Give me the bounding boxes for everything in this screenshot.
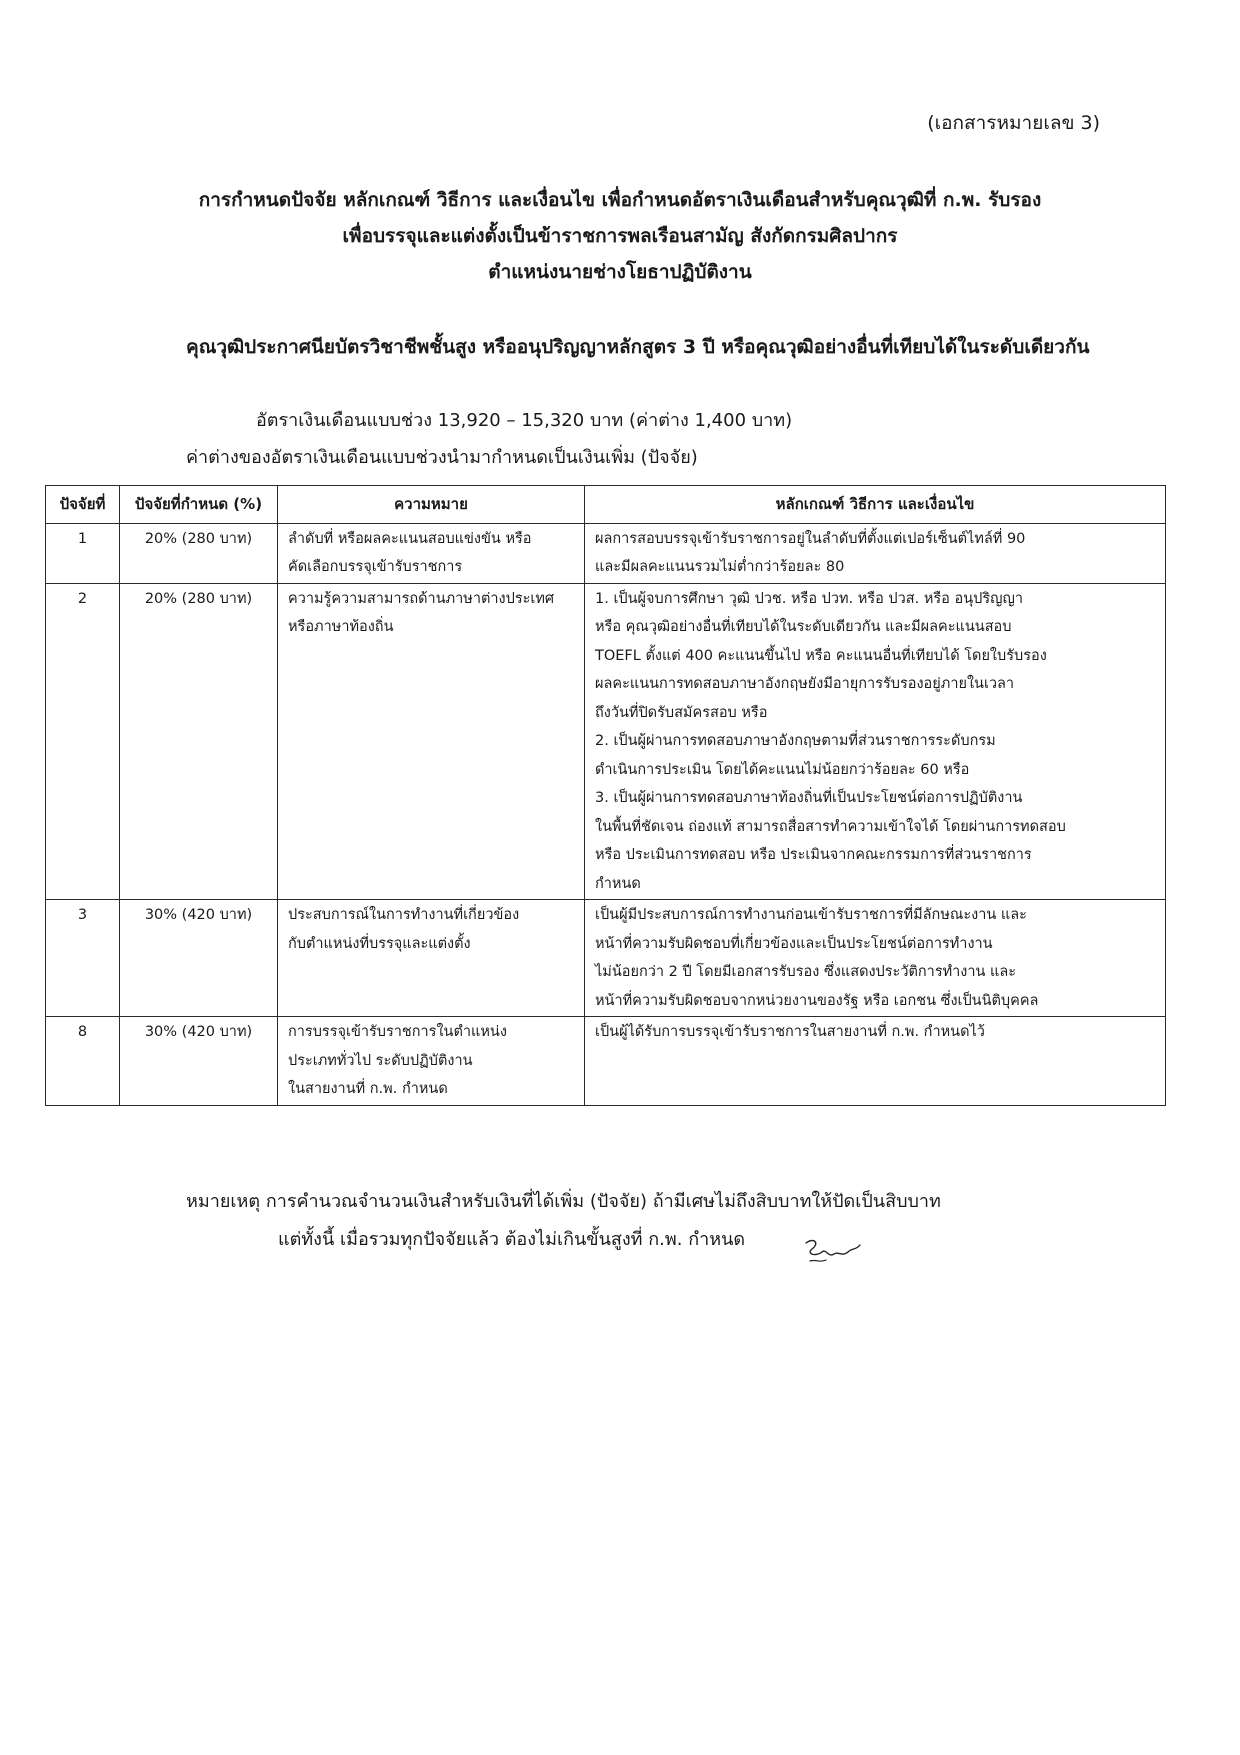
- criteria-line: ไม่น้อยกว่า 2 ปี โดยมีเอกสารรับรอง ซึ่งแสดงประวัติการทำงาน และ: [595, 964, 1017, 980]
- criteria-line: 1. เป็นผู้จบการศึกษา วุฒิ ปวช. หรือ ปวท. หรือ ปวส. หรือ อนุปริญญา: [595, 590, 1023, 607]
- meaning-line: คัดเลือกบรรจุเข้ารับราชการ: [288, 559, 463, 575]
- criteria-line: หน้าที่ความรับผิดชอบที่เกี่ยวข้องและเป็นประโยชน์ต่อการทำงาน: [595, 935, 993, 952]
- meaning-line: ลำดับที่ หรือผลคะแนนสอบแข่งขัน หรือ: [288, 530, 532, 547]
- factor-meaning: [278, 583, 585, 900]
- factor-meaning: [278, 1017, 585, 1106]
- factor-meaning: [278, 900, 585, 1017]
- signature-mark: [798, 1233, 868, 1273]
- table-row: [46, 523, 1166, 583]
- meaning-line: หรือภาษาท้องถิ่น: [288, 619, 394, 635]
- meaning-line: ประสบการณ์ในการทำงานที่เกี่ยวข้อง: [288, 907, 520, 923]
- table-row: [46, 900, 1166, 1017]
- factor-no: 8: [46, 1017, 120, 1106]
- salary-range: อัตราเงินเดือนแบบช่วง 13,920 – 15,320 บาท (ค่าต่าง 1,400 บาท): [256, 410, 793, 431]
- criteria-line: หรือ ประเมินการทดสอบ หรือ ประเมินจากคณะกรรมการที่ส่วนราชการ: [595, 847, 1032, 863]
- factor-percent: 30% (420 บาท): [120, 1017, 278, 1106]
- factor-meaning: [278, 523, 585, 583]
- remark: [186, 1183, 1126, 1259]
- criteria-line: หรือ คุณวุฒิอย่างอื่นที่เทียบได้ในระดับเดียวกัน และมีผลคะแนนสอบ: [595, 619, 1012, 635]
- criteria-line: และมีผลคะแนนรวมไม่ต่ำกว่าร้อยละ 80: [595, 559, 845, 575]
- factor-no: 2: [46, 583, 120, 900]
- qualification-heading: คุณวุฒิประกาศนียบัตรวิชาชีพชั้นสูง หรืออนุปริญญาหลักสูตร 3 ปี หรือคุณวุฒิอย่างอื่นที่เทียบได้ในระดับเดียวกัน: [186, 336, 1090, 358]
- header-factor-no: ปัจจัยที่: [46, 486, 120, 524]
- criteria-line: 2. เป็นผู้ผ่านการทดสอบภาษาอังกฤษตามที่ส่วนราชการระดับกรม: [595, 733, 996, 749]
- criteria-line: TOEFL ตั้งแต่ 400 คะแนนขึ้นไป หรือ คะแนนอื่นที่เทียบได้ โดยใบรับรอง: [595, 647, 1047, 664]
- criteria-line: 3. เป็นผู้ผ่านการทดสอบภาษาท้องถิ่นที่เป็นประโยชน์ต่อการปฏิบัติงาน: [595, 790, 1023, 806]
- criteria-table: [45, 485, 1166, 1106]
- meaning-line: ความรู้ความสามารถด้านภาษาต่างประเทศ: [288, 590, 555, 607]
- factor-percent: 20% (280 บาท): [120, 583, 278, 900]
- factor-no: 1: [46, 523, 120, 583]
- criteria-line: กำหนด: [595, 875, 641, 892]
- factor-note: ค่าต่างของอัตราเงินเดือนแบบช่วงนำมากำหนดเป็นเงินเพิ่ม (ปัจจัย): [186, 447, 698, 468]
- factor-percent: 30% (420 บาท): [120, 900, 278, 1017]
- factor-no: 3: [46, 900, 120, 1017]
- document-title: [150, 182, 1090, 290]
- criteria-line: เป็นผู้มีประสบการณ์การทำงานก่อนเข้ารับราชการที่มีลักษณะงาน และ: [595, 907, 1027, 923]
- factor-criteria: [585, 583, 1166, 900]
- title-line: การกำหนดปัจจัย หลักเกณฑ์ วิธีการ และเงื่อนไข เพื่อกำหนดอัตราเงินเดือนสำหรับคุณวุฒิที่ ก.พ. รับรอง: [198, 189, 1042, 211]
- factor-criteria: [585, 900, 1166, 1017]
- table-header-row: [46, 486, 1166, 524]
- title-line: ตำแหน่งนายช่างโยธาปฏิบัติงาน: [488, 261, 752, 283]
- criteria-line: ผลคะแนนการทดสอบภาษาอังกฤษยังมีอายุการรับรองอยู่ภายในเวลา: [595, 676, 1015, 692]
- criteria-line: ในพื้นที่ชัดเจน ถ่องแท้ สามารถสื่อสารทำความเข้าใจได้ โดยผ่านการทดสอบ: [595, 818, 1066, 835]
- criteria-line: ถึงวันที่ปิดรับสมัครสอบ หรือ: [595, 704, 768, 721]
- table-row: [46, 1017, 1166, 1106]
- remark-line: หมายเหตุ การคำนวณจำนวนเงินสำหรับเงินที่ได้เพิ่ม (ปัจจัย) ถ้ามีเศษไม่ถึงสิบบาทให้ปัดเป็นสิบบาท: [186, 1191, 941, 1212]
- meaning-line: ประเภททั่วไป ระดับปฏิบัติงาน: [288, 1052, 473, 1069]
- title-line: เพื่อบรรจุและแต่งตั้งเป็นข้าราชการพลเรือนสามัญ สังกัดกรมศิลปากร: [342, 225, 898, 247]
- criteria-line: ดำเนินการประเมิน โดยได้คะแนนไม่น้อยกว่าร้อยละ 60 หรือ: [595, 761, 970, 778]
- meaning-line: กับตำแหน่งที่บรรจุและแต่งตั้ง: [288, 935, 471, 952]
- header-factor-percent: ปัจจัยที่กำหนด (%): [120, 486, 278, 524]
- meaning-line: ในสายงานที่ ก.พ. กำหนด: [288, 1081, 448, 1097]
- criteria-line: หน้าที่ความรับผิดชอบจากหน่วยงานของรัฐ หรือ เอกชน ซึ่งเป็นนิติบุคคล: [595, 992, 1039, 1009]
- header-meaning: ความหมาย: [278, 486, 585, 524]
- meaning-line: การบรรจุเข้ารับราชการในตำแหน่ง: [288, 1024, 507, 1040]
- header-criteria: หลักเกณฑ์ วิธีการ และเงื่อนไข: [585, 486, 1166, 524]
- document-number: (เอกสารหมายเลข 3): [927, 112, 1100, 134]
- factor-criteria: [585, 1017, 1166, 1106]
- factor-percent: 20% (280 บาท): [120, 523, 278, 583]
- factor-criteria: [585, 523, 1166, 583]
- criteria-line: เป็นผู้ได้รับการบรรจุเข้ารับราชการในสายงานที่ ก.พ. กำหนดไว้: [595, 1024, 985, 1040]
- criteria-line: ผลการสอบบรรจุเข้ารับราชการอยู่ในลำดับที่ตั้งแต่เปอร์เซ็นต์ไทล์ที่ 90: [595, 530, 1026, 547]
- table-row: [46, 583, 1166, 900]
- remark-line: แต่ทั้งนี้ เมื่อรวมทุกปัจจัยแล้ว ต้องไม่เกินขั้นสูงที่ ก.พ. กำหนด: [278, 1229, 746, 1250]
